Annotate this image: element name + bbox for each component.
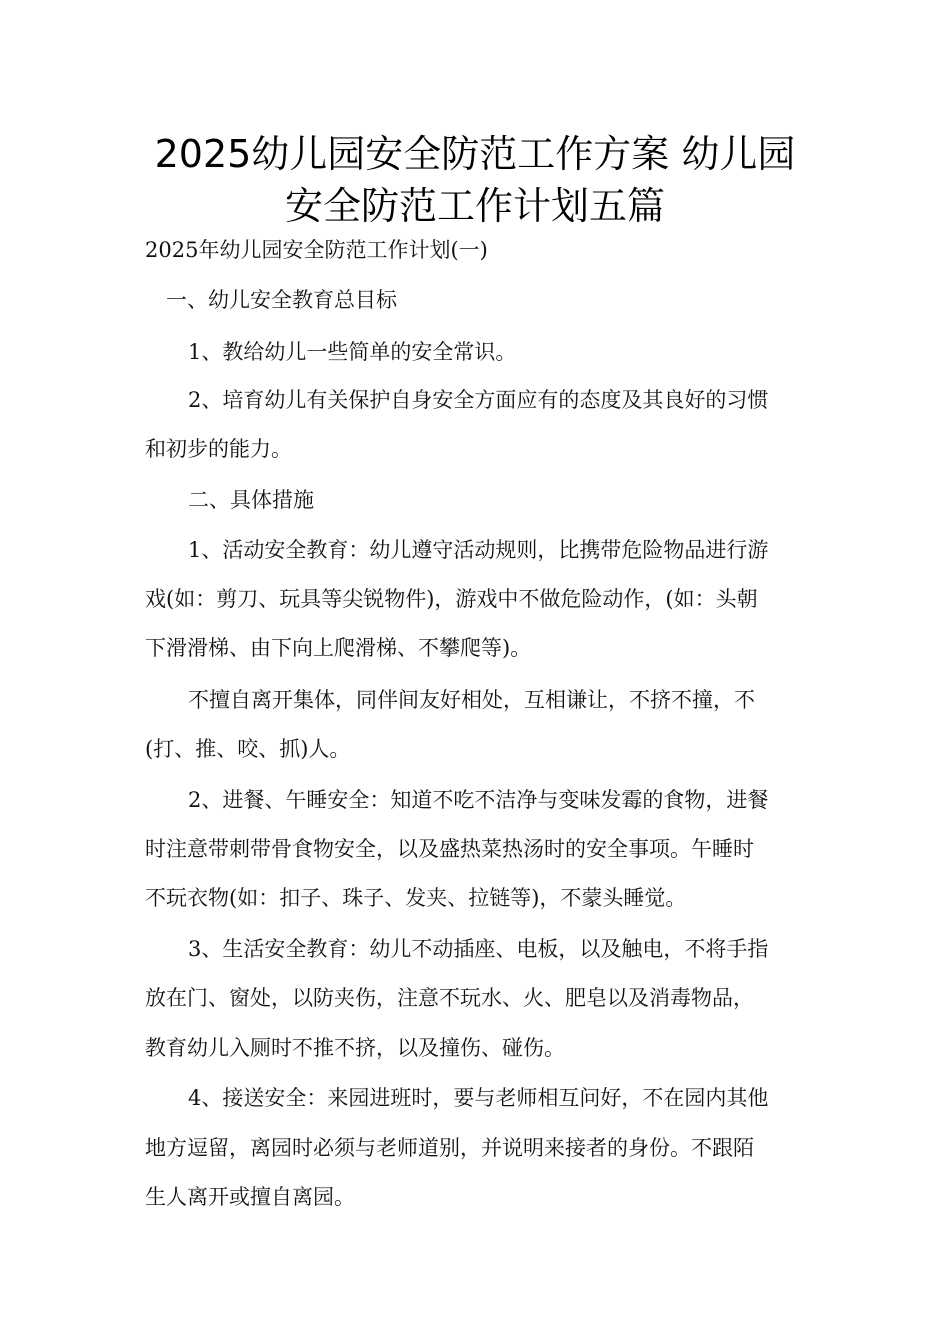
paragraph-line: 不玩衣物(如：扣子、珠子、发夹、拉链等)，不蒙头睡觉。 xyxy=(145,886,687,910)
paragraph-line: 放在门、窗处，以防夹伤，注意不玩水、火、肥皂以及消毒物品， xyxy=(145,986,754,1010)
paragraph-line: 1、活动安全教育：幼儿遵守活动规则，比携带危险物品进行游 xyxy=(188,538,769,562)
paragraph-line: 戏(如：剪刀、玩具等尖锐物件)，游戏中不做危险动作，(如：头朝 xyxy=(145,587,758,611)
title-line-2: 安全防范工作计划五篇 xyxy=(284,184,665,228)
paragraph-line: 不擅自离开集体，同伴间友好相处，互相谦让，不挤不撞，不 xyxy=(188,688,755,712)
paragraph-line: 1、教给幼儿一些简单的安全常识。 xyxy=(188,340,517,364)
paragraph-line: 教育幼儿入厕时不推不挤，以及撞伤、碰伤。 xyxy=(145,1036,565,1060)
paragraph-line: (打、推、咬、抓)人。 xyxy=(145,737,351,761)
paragraph-line: 二、具体措施 xyxy=(188,488,314,512)
paragraph-line: 和初步的能力。 xyxy=(145,437,292,461)
paragraph-line: 一、幼儿安全教育总目标 xyxy=(166,288,397,312)
paragraph-line: 时注意带刺带骨食物安全，以及盛热菜热汤时的安全事项。午睡时 xyxy=(145,837,754,861)
paragraph-line: 生人离开或擅自离园。 xyxy=(145,1185,355,1209)
paragraph-line: 下滑滑梯、由下向上爬滑梯、不攀爬等)。 xyxy=(145,636,532,660)
document-title xyxy=(130,128,820,232)
paragraph-line: 地方逗留，离园时必须与老师道别，并说明来接者的身份。不跟陌 xyxy=(145,1136,754,1160)
paragraph-line: 3、生活安全教育：幼儿不动插座、电板，以及触电，不将手指 xyxy=(188,937,769,961)
paragraph-line: 2、进餐、午睡安全：知道不吃不洁净与变味发霉的食物，进餐 xyxy=(188,788,769,812)
section-subtitle: 2025年幼儿园安全防范工作计划(一) xyxy=(145,238,488,262)
paragraph-line: 2、培育幼儿有关保护自身安全方面应有的态度及其良好的习惯 xyxy=(188,388,769,412)
title-line-1: 2025幼儿园安全防范工作方案 幼儿园 xyxy=(154,132,796,176)
paragraph-line: 4、接送安全：来园进班时，要与老师相互问好，不在园内其他 xyxy=(188,1086,769,1110)
